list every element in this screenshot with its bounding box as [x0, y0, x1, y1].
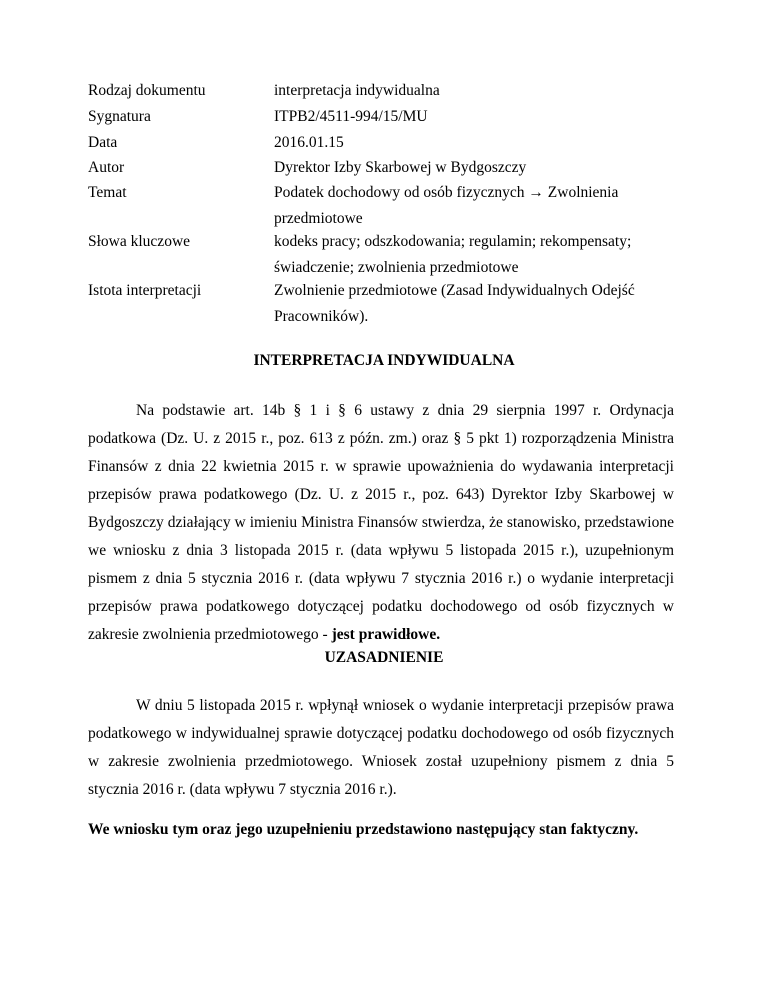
meta-value: Dyrektor Izby Skarbowej w Bydgoszczy: [274, 159, 527, 176]
paragraph-legal-basis: [88, 397, 674, 649]
meta-label: Rodzaj dokumentu: [88, 82, 206, 99]
meta-value: ITPB2/4511-994/15/MU: [274, 108, 428, 125]
meta-label: Autor: [88, 159, 125, 176]
paragraph-justification: [88, 692, 674, 804]
topic-part-1: Podatek dochodowy od osób fizycznych: [274, 184, 525, 201]
paragraph-facts-intro: We wniosku tym oraz jego uzupełnieniu przedstawiono następujący stan faktyczny.: [88, 821, 639, 838]
meta-value: Zwolnienie przedmiotowe (Zasad Indywidualnych Odejść Pracowników).: [274, 282, 635, 325]
meta-value: [274, 180, 694, 232]
paragraph-text: W dniu 5 listopada 2015 r. wpłynął wniosek o wydanie interpretacji przepisów prawa podatkowego w indywidualnej sprawie dotyczącej podatku dochodowego od osób fizycznych w zakresie zwolnienia przedmiotowego. Wniosek został uzupełniony pismem z dnia 5 stycznia 2016 r. (data wpływu 7 stycznia 2016 r.).: [88, 697, 674, 798]
meta-value: kodeks pracy; odszkodowania; regulamin; rekompensaty; świadczenie; zwolnienia przedmiotowe: [274, 233, 632, 276]
meta-label: Sygnatura: [88, 108, 151, 125]
heading-justification: UZASADNIENIE: [324, 649, 444, 666]
meta-label: Istota interpretacji: [88, 282, 202, 299]
meta-value: 2016.01.15: [274, 134, 344, 151]
meta-label: Data: [88, 134, 118, 151]
meta-label: Słowa kluczowe: [88, 233, 191, 250]
meta-value: interpretacja indywidualna: [274, 82, 440, 99]
topic-part-2: Zwolnienia przedmiotowe: [274, 184, 619, 227]
ruling-bold: jest prawidłowe.: [331, 626, 441, 643]
heading-interpretation: INTERPRETACJA INDYWIDUALNA: [253, 352, 515, 369]
arrow-icon: →: [528, 184, 544, 201]
paragraph-text: Na podstawie art. 14b § 1 i § 6 ustawy z dnia 29 sierpnia 1997 r. Ordynacja podatkowa (Dz. U. z 2015 r., poz. 613 z późn. zm.) oraz § 5 pkt 1) rozporządzenia Ministra Finansów z dnia 22 kwietnia 2015 r. w sprawie upoważnienia do wydawania interpretacji przepisów prawa podatkowego (Dz. U. z 2015 r., poz. 643) Dyrektor Izby Skarbowej w Bydgoszczy działający w imieniu Ministra Finansów stwierdza, że stanowisko, przedstawione we wniosku z dnia 3 listopada 2015 r. (data wpływu 5 listopada 2015 r.), uzupełnionym pismem z dnia 5 stycznia 2016 r. (data wpływu 7 stycznia 2016 r.) o wydanie interpretacji przepisów prawa podatkowego dotyczącej podatku dochodowego od osób fizycznych w zakresie zwolnienia przedmiotowego -: [88, 402, 674, 643]
meta-label: Temat: [88, 184, 127, 201]
